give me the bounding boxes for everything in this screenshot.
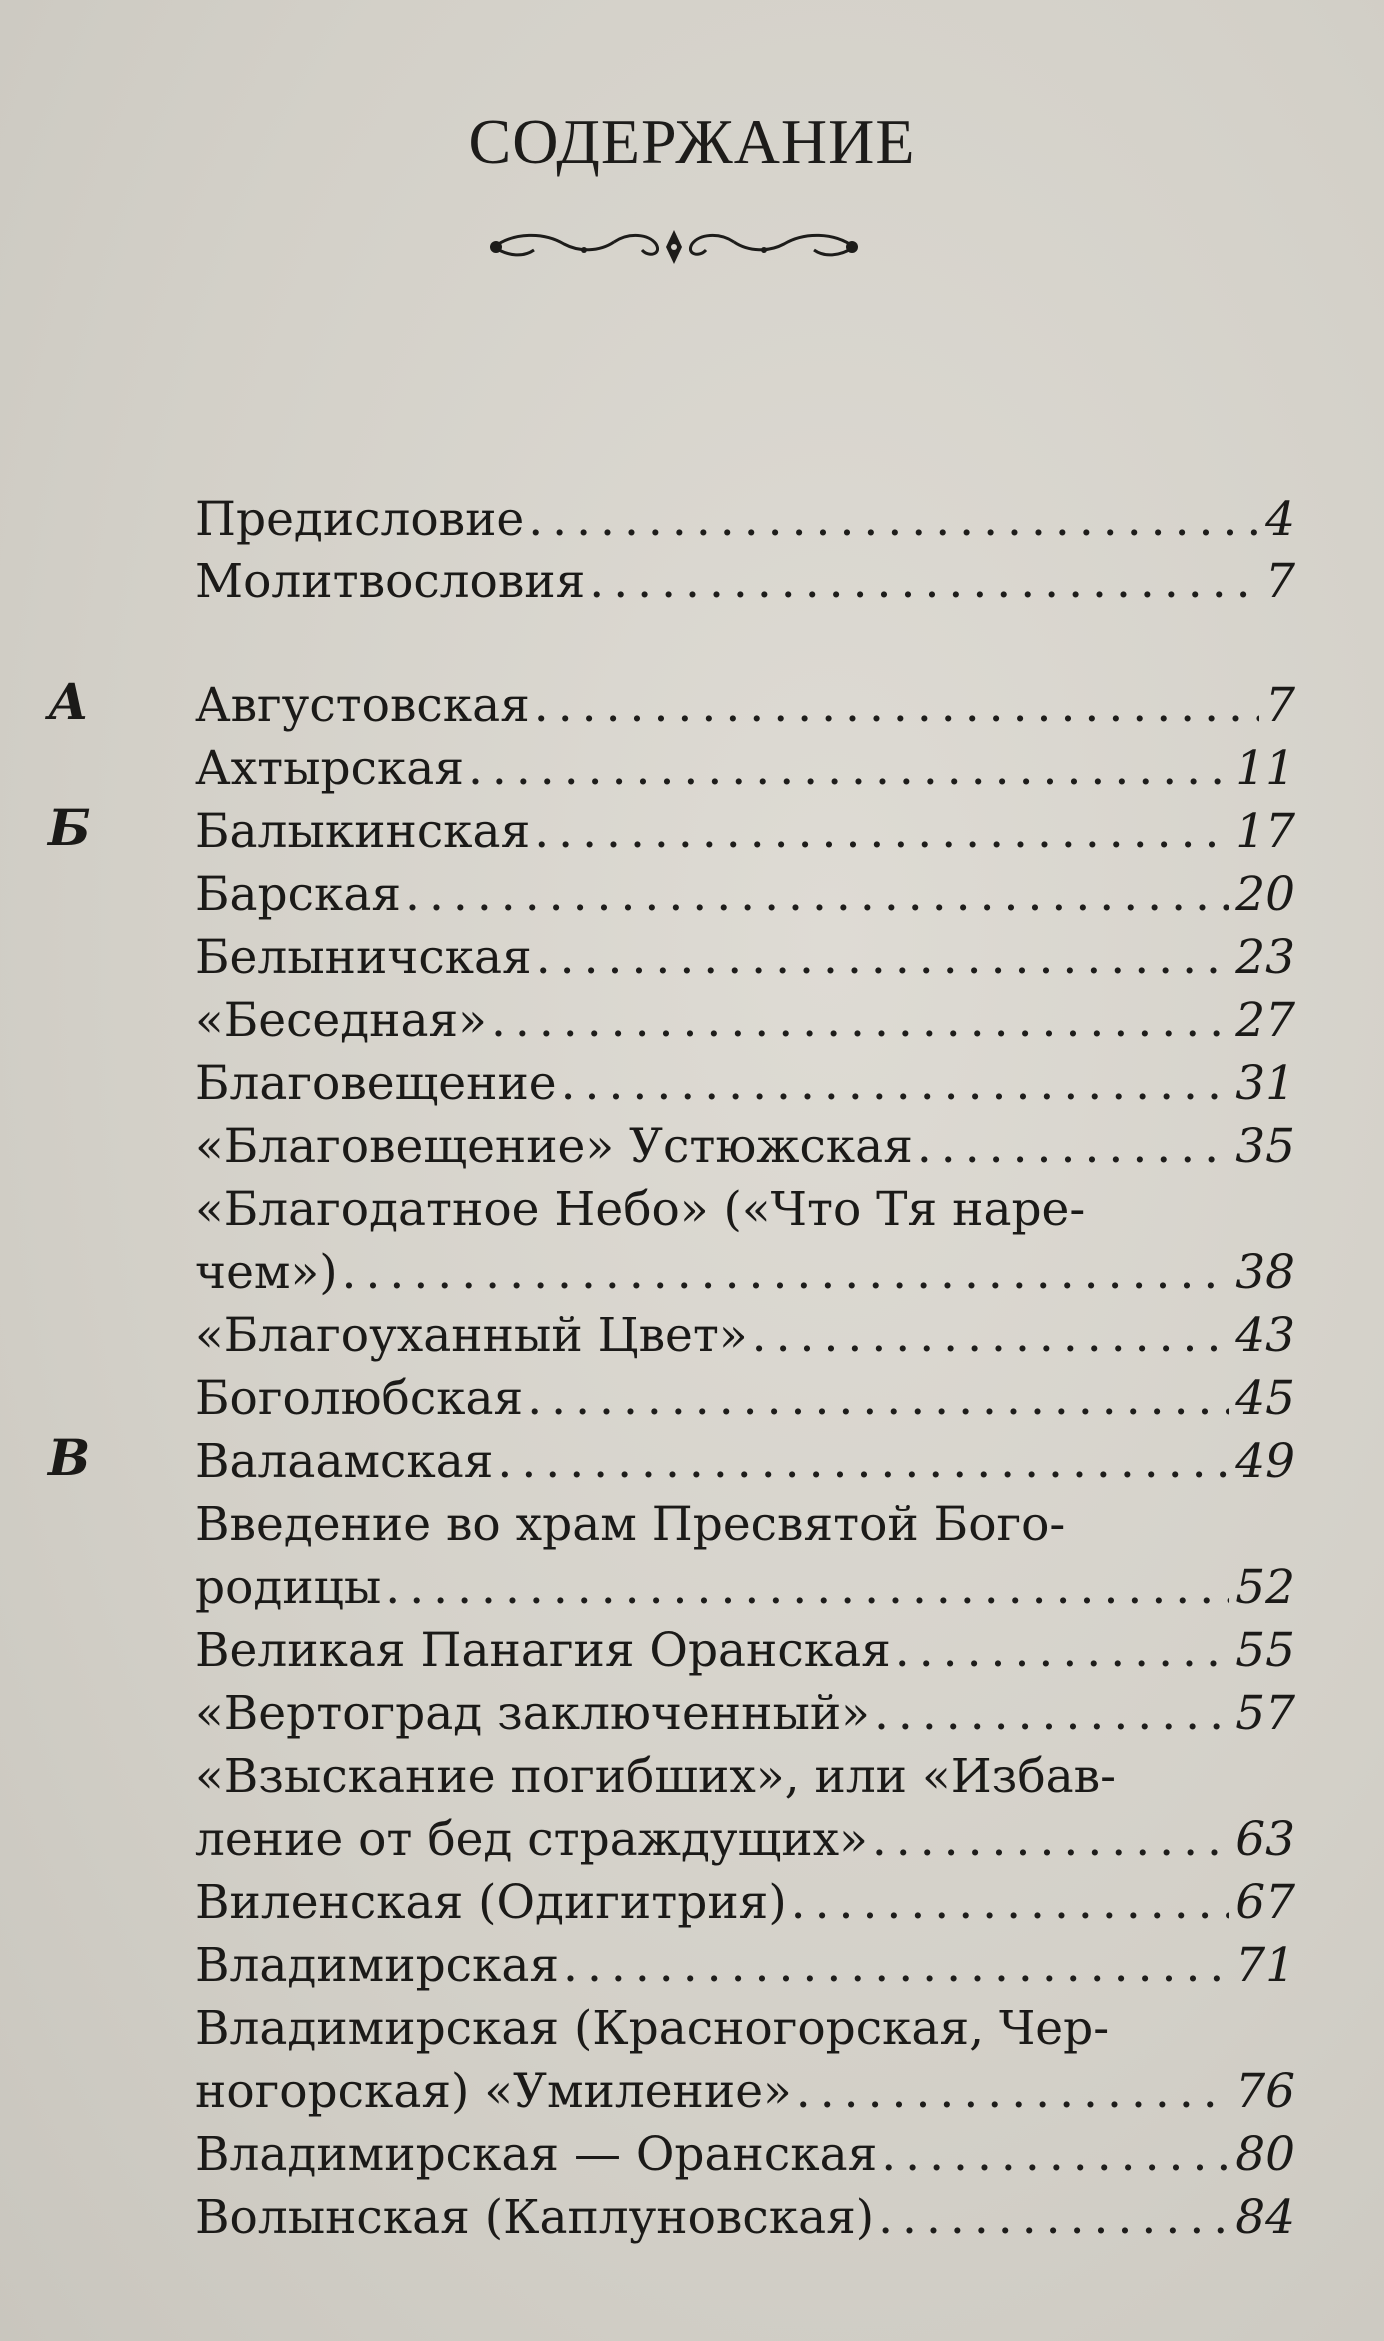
- entry-page-number: 38: [1235, 1245, 1295, 1300]
- toc-entry[interactable]: [195, 1621, 1295, 1681]
- entry-title: Волынская (Каплуновская): [195, 2190, 875, 2245]
- toc-entry[interactable]: [195, 2062, 1295, 2122]
- entry-page-number: 84: [1235, 2190, 1295, 2245]
- entry-title-line: «Взыскание погибших», или «Избав-: [195, 1749, 1116, 1804]
- dot-leader: [534, 802, 1229, 862]
- toc-entry[interactable]: [195, 1684, 1295, 1744]
- entry-page-number: 35: [1235, 1119, 1295, 1174]
- entry-title: ногорская) «Умиление»: [195, 2064, 792, 2119]
- entry-title: Благовещение: [195, 1056, 557, 1111]
- toc-entry[interactable]: [195, 2188, 1295, 2248]
- entry-page-number: 43: [1235, 1308, 1295, 1363]
- dot-leader: [872, 1810, 1229, 1870]
- entry-title-line: Введение во храм Пресвятой Бого-: [195, 1497, 1066, 1552]
- toc-entry[interactable]: [195, 552, 1295, 612]
- toc-entry[interactable]: [195, 1054, 1295, 1114]
- dot-leader: [589, 552, 1259, 612]
- entry-page-number: 4: [1265, 492, 1295, 547]
- toc-entry[interactable]: [195, 1306, 1295, 1366]
- dot-leader: [528, 490, 1259, 550]
- entry-page-number: 57: [1235, 1686, 1295, 1741]
- toc-entry[interactable]: [195, 676, 1295, 736]
- entry-page-number: 7: [1265, 554, 1295, 609]
- entry-title: Молитвословия: [195, 554, 586, 609]
- toc-entry[interactable]: [195, 991, 1295, 1051]
- toc-entry[interactable]: [195, 1432, 1295, 1492]
- page-title: СОДЕРЖАНИЕ: [468, 106, 916, 177]
- dot-leader: [491, 991, 1229, 1051]
- dot-leader: [497, 1432, 1229, 1492]
- entry-title: «Беседная»: [195, 993, 487, 1048]
- toc-entry[interactable]: [195, 1369, 1295, 1429]
- entry-page-number: 7: [1265, 678, 1295, 733]
- entry-page-number: 80: [1235, 2127, 1295, 2182]
- entry-title: Виленская (Одигитрия): [195, 1875, 787, 1930]
- dot-leader: [405, 865, 1229, 925]
- dot-leader: [752, 1306, 1230, 1366]
- dot-leader: [878, 2188, 1229, 2248]
- entry-title: чем»): [195, 1245, 338, 1300]
- entry-title: Белыничская: [195, 930, 532, 985]
- toc-entry[interactable]: [195, 928, 1295, 988]
- entry-page-number: 31: [1235, 1056, 1295, 1111]
- dot-leader: [534, 676, 1259, 736]
- entry-title: ление от бед страждущих»: [195, 1812, 868, 1867]
- toc-entry[interactable]: [195, 1810, 1295, 1870]
- entry-page-number: 45: [1235, 1371, 1295, 1426]
- entry-title: «Вертоград заключенный»: [195, 1686, 870, 1741]
- entry-title-line: Владимирская (Красногорская, Чер-: [195, 2001, 1110, 2056]
- entry-page-number: 23: [1235, 930, 1295, 985]
- entry-title: Предисловие: [195, 492, 525, 547]
- dot-leader: [342, 1243, 1230, 1303]
- toc-entry[interactable]: [195, 1117, 1295, 1177]
- toc-entry[interactable]: [195, 1873, 1295, 1933]
- entry-title: Валаамская: [195, 1434, 494, 1489]
- entry-title: Барская: [195, 867, 402, 922]
- entry-title: «Благоуханный Цвет»: [195, 1308, 748, 1363]
- entry-page-number: 67: [1235, 1875, 1295, 1930]
- entry-title: Боголюбская: [195, 1371, 524, 1426]
- entry-title: родицы: [195, 1560, 382, 1615]
- entry-page-number: 71: [1235, 1938, 1295, 1993]
- toc-entry[interactable]: [195, 2125, 1295, 2185]
- toc-entry[interactable]: [195, 1936, 1295, 1996]
- dot-leader: [536, 928, 1229, 988]
- entry-title: Владимирская — Оранская: [195, 2127, 878, 2182]
- dot-leader: [895, 1621, 1229, 1681]
- toc-entry[interactable]: [195, 739, 1295, 799]
- entry-page-number: 55: [1235, 1623, 1295, 1678]
- toc-entry[interactable]: [195, 490, 1295, 550]
- dot-leader: [796, 2062, 1229, 2122]
- dot-leader: [791, 1873, 1230, 1933]
- entry-title: Владимирская: [195, 1938, 560, 1993]
- section-letter: В: [48, 1428, 91, 1487]
- dot-leader: [468, 739, 1229, 799]
- dot-leader: [385, 1558, 1229, 1618]
- entry-page-number: 11: [1235, 741, 1295, 796]
- dot-leader: [917, 1117, 1229, 1177]
- entry-page-number: 76: [1235, 2064, 1295, 2119]
- toc-entry[interactable]: [195, 1558, 1295, 1618]
- entry-page-number: 27: [1235, 993, 1295, 1048]
- toc-entry[interactable]: [195, 865, 1295, 925]
- section-letter: А: [48, 672, 89, 731]
- dot-leader: [881, 2125, 1229, 2185]
- section-letter: Б: [48, 798, 91, 857]
- entry-title: Великая Панагия Оранская: [195, 1623, 891, 1678]
- entry-title: Балыкинская: [195, 804, 531, 859]
- entry-page-number: 49: [1235, 1434, 1295, 1489]
- entry-title-line: «Благодатное Небо» («Что Тя наре-: [195, 1182, 1086, 1237]
- dot-leader: [563, 1936, 1229, 1996]
- dot-leader: [561, 1054, 1230, 1114]
- toc-entry[interactable]: [195, 1243, 1295, 1303]
- dot-leader: [527, 1369, 1229, 1429]
- toc-entry[interactable]: [195, 802, 1295, 862]
- entry-page-number: 17: [1235, 804, 1295, 859]
- entry-page-number: 52: [1235, 1560, 1295, 1615]
- dot-leader: [874, 1684, 1229, 1744]
- entry-page-number: 20: [1235, 867, 1295, 922]
- entry-title: «Благовещение» Устюжская: [195, 1119, 913, 1174]
- entry-title: Августовская: [195, 678, 530, 733]
- entry-page-number: 63: [1235, 1812, 1295, 1867]
- entry-title: Ахтырская: [195, 741, 464, 796]
